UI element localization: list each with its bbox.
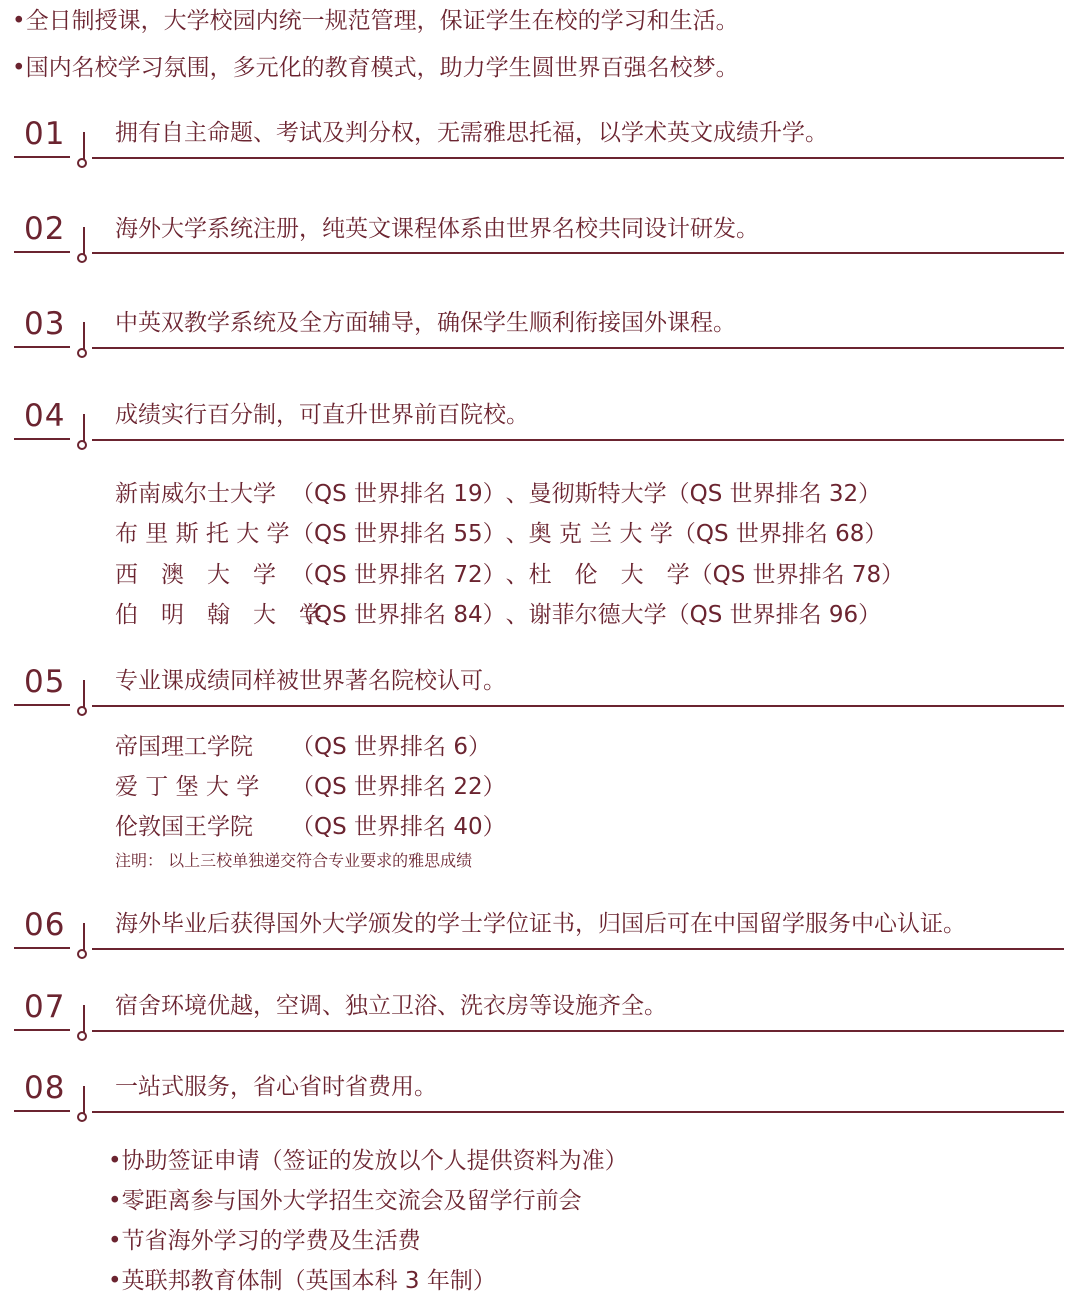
university-rank: （QS 世界排名 22）: [291, 774, 506, 800]
university-row: [115, 732, 491, 762]
university-name: 、谢菲尔德大学: [505, 602, 667, 628]
divider: [92, 439, 1064, 441]
university-name: 布 里 斯 托 大 学: [115, 521, 290, 547]
university-row: [115, 560, 904, 590]
divider: [14, 346, 70, 348]
section-number: 01: [24, 116, 66, 152]
divider: [92, 157, 1064, 159]
divider: [92, 1030, 1064, 1032]
university-name: 爱 丁 堡 大 学: [115, 774, 260, 800]
circle-icon: [77, 706, 87, 716]
university-name: 帝国理工学院: [115, 734, 253, 760]
section-heading: 一站式服务，省心省时省费用。: [115, 1074, 437, 1100]
circle-icon: [77, 253, 87, 263]
university-name: 、曼彻斯特大学: [505, 481, 667, 507]
university-row: [115, 600, 881, 630]
divider: [92, 252, 1064, 254]
university-name: 、杜 伦 大 学: [505, 562, 690, 588]
section-heading: 成绩实行百分制，可直升世界前百院校。: [115, 402, 529, 428]
section-number: 06: [24, 907, 66, 943]
university-rank: （QS 世界排名 32）: [666, 481, 882, 507]
university-row: [115, 519, 887, 549]
divider: [14, 704, 70, 706]
section-heading: 拥有自主命题、考试及判分权，无需雅思托福，以学术英文成绩升学。: [115, 120, 828, 146]
section-heading: 专业课成绩同样被世界著名院校认可。: [115, 668, 506, 694]
university-rank: （QS 世界排名 19）: [291, 481, 506, 507]
divider: [14, 156, 70, 158]
circle-icon: [77, 158, 87, 168]
university-rank: （QS 世界排名 40）: [291, 814, 506, 840]
divider: [14, 947, 70, 949]
divider: [14, 1029, 70, 1031]
section-heading: 中英双教学系统及全方面辅导，确保学生顺利衔接国外课程。: [115, 310, 736, 336]
list-item: •节省海外学习的学费及生活费: [108, 1228, 421, 1254]
list-item: •英联邦教育体制（英国本科 3 年制）: [108, 1268, 496, 1294]
divider: [92, 1111, 1064, 1113]
section-number: 05: [24, 664, 66, 700]
section-heading: 宿舍环境优越，空调、独立卫浴、洗衣房等设施齐全。: [115, 993, 667, 1019]
university-row: [115, 772, 506, 802]
university-rank: （QS 世界排名 84）: [291, 602, 506, 628]
university-rank: （QS 世界排名 6）: [291, 734, 491, 760]
circle-icon: [77, 440, 87, 450]
university-rank: （QS 世界排名 78）: [689, 562, 905, 588]
university-rank: （QS 世界排名 68）: [672, 521, 888, 547]
section-number: 04: [24, 398, 66, 434]
section-heading: 海外大学系统注册，纯英文课程体系由世界名校共同设计研发。: [115, 216, 759, 242]
university-rank: （QS 世界排名 72）: [291, 562, 506, 588]
university-name: 西 澳 大 学: [115, 562, 276, 588]
university-rank: （QS 世界排名 96）: [666, 602, 882, 628]
university-row: [115, 479, 881, 509]
university-name: 伦敦国王学院: [115, 814, 253, 840]
intro-line: •国内名校学习氛围，多元化的教育模式，助力学生圆世界百强名校梦。: [12, 55, 739, 81]
university-name: 伯 明 翰 大 学: [115, 602, 322, 628]
list-item: •协助签证申请（签证的发放以个人提供资料为准）: [108, 1148, 628, 1174]
intro-line: •全日制授课，大学校园内统一规范管理，保证学生在校的学习和生活。: [12, 8, 739, 34]
circle-icon: [77, 1031, 87, 1041]
section-number: 07: [24, 989, 66, 1025]
divider: [14, 438, 70, 440]
university-name: 、奥 克 兰 大 学: [505, 521, 673, 547]
university-row: [115, 812, 506, 842]
section-number: 02: [24, 211, 66, 247]
list-item: •零距离参与国外大学招生交流会及留学行前会: [108, 1188, 582, 1214]
circle-icon: [77, 1112, 87, 1122]
divider: [92, 948, 1064, 950]
section-number: 08: [24, 1070, 66, 1106]
divider: [14, 1110, 70, 1112]
divider: [92, 705, 1064, 707]
note-text: 注明： 以上三校单独递交符合专业要求的雅思成绩: [115, 851, 473, 870]
university-name: 新南威尔士大学: [115, 481, 276, 507]
circle-icon: [77, 348, 87, 358]
divider: [92, 347, 1064, 349]
divider: [14, 251, 70, 253]
circle-icon: [77, 949, 87, 959]
section-heading: 海外毕业后获得国外大学颁发的学士学位证书，归国后可在中国留学服务中心认证。: [115, 911, 966, 937]
section-number: 03: [24, 306, 66, 342]
university-rank: （QS 世界排名 55）: [291, 521, 506, 547]
